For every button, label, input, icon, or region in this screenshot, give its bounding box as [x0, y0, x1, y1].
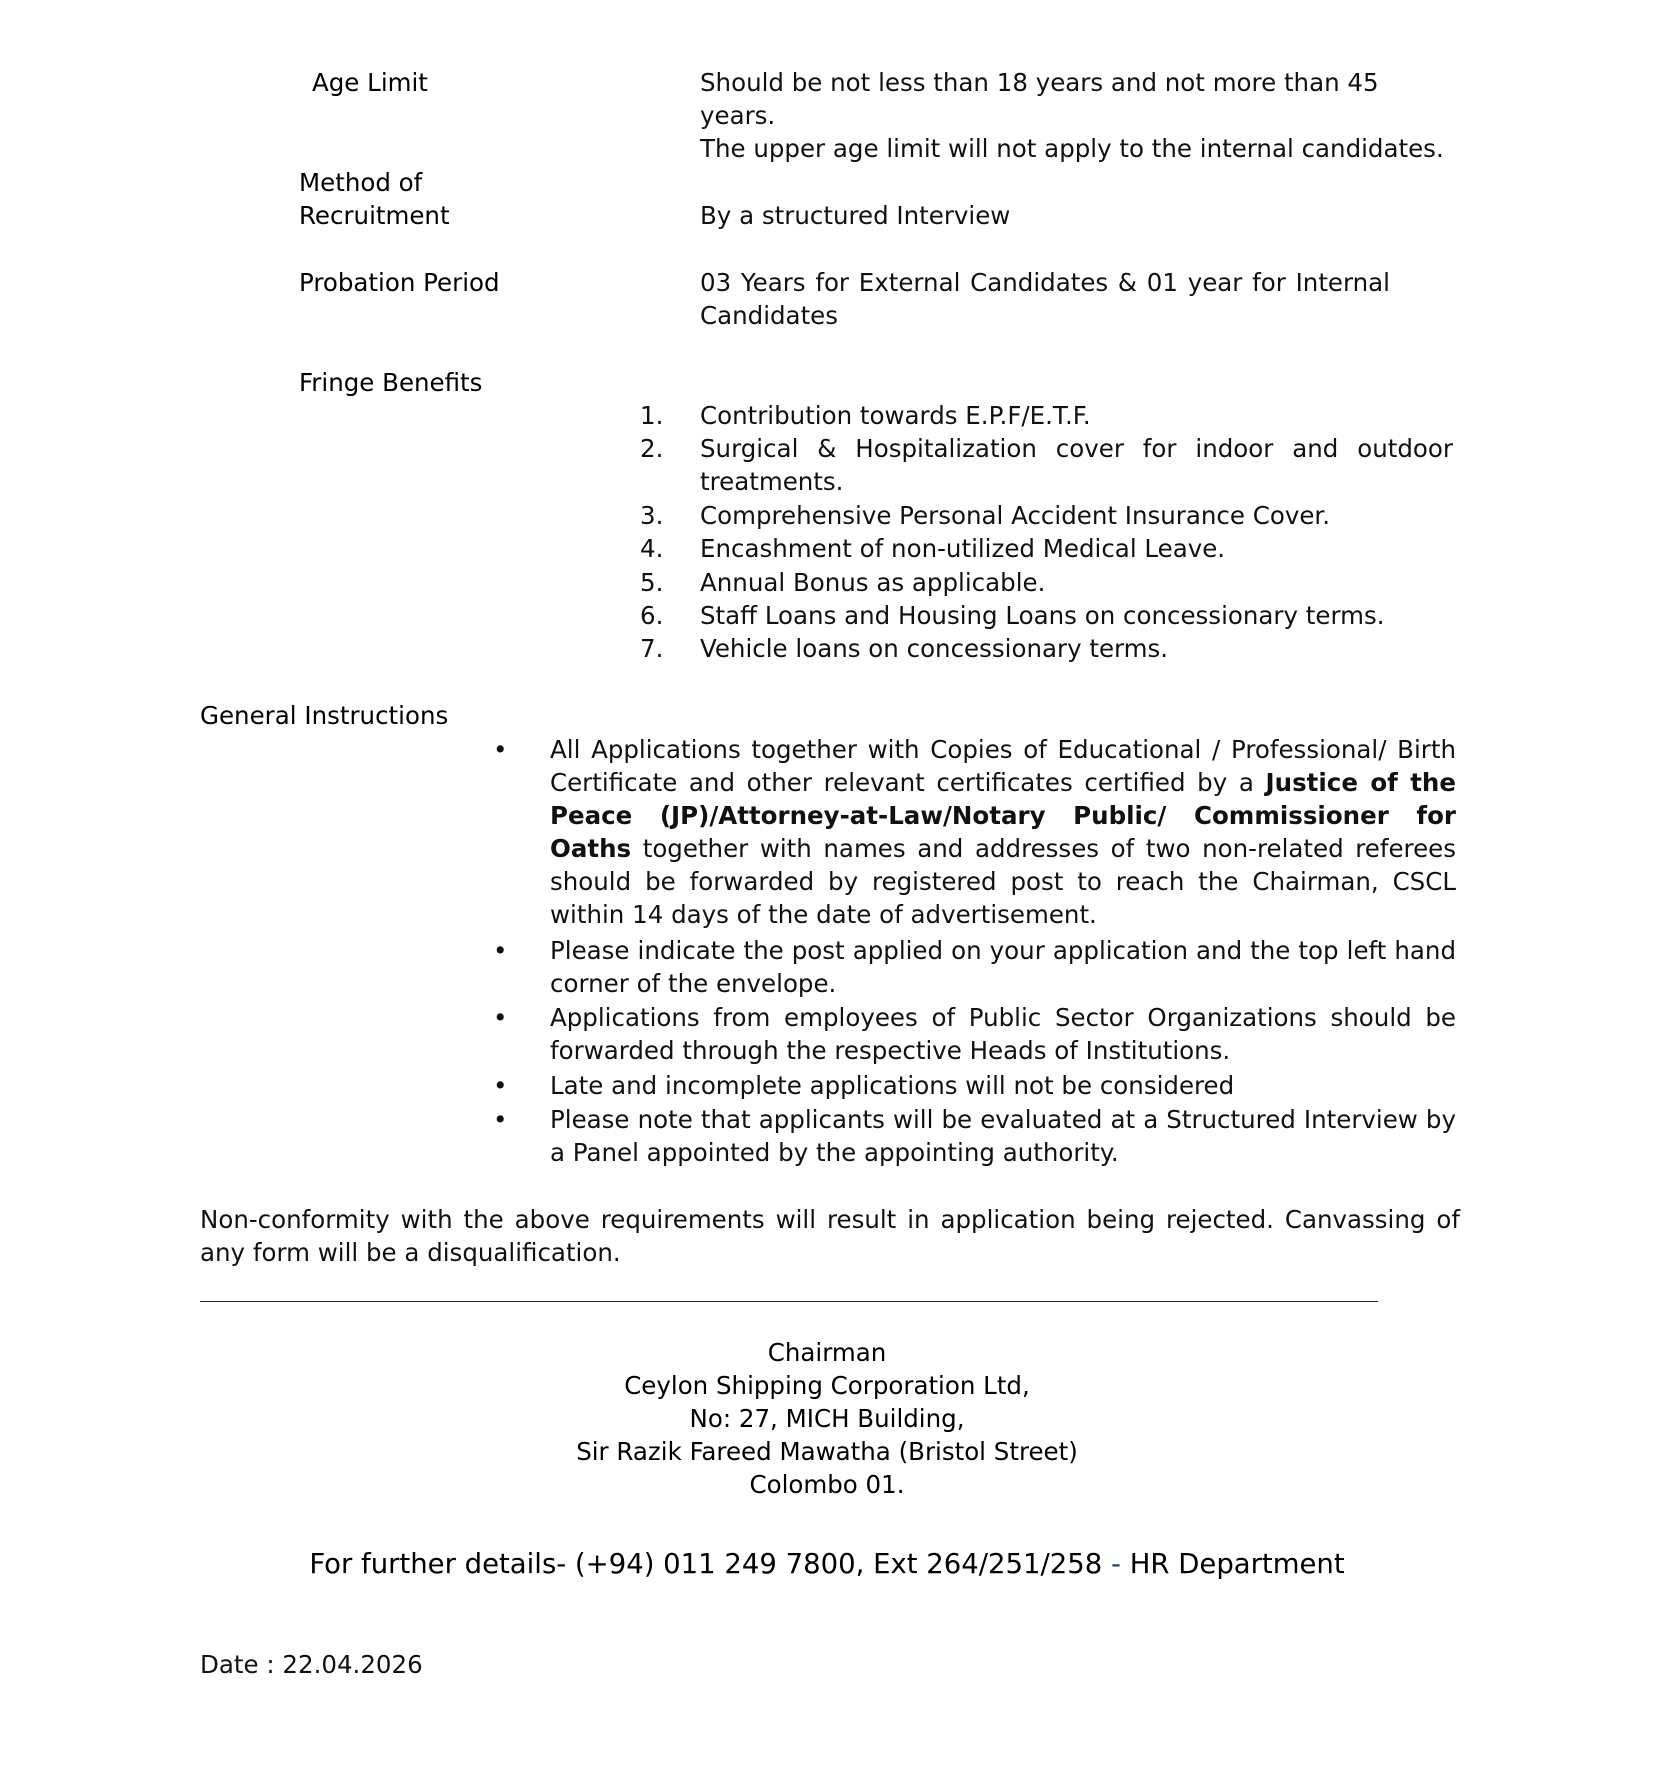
address-line-company: Ceylon Shipping Corporation Ltd, — [624, 1371, 1030, 1400]
instruction-item — [493, 1069, 1461, 1102]
fringe-item-text: Surgical & Hospitalization cover for indoor and outdoor treatments. — [700, 434, 1453, 496]
bullet-icon: • — [493, 1071, 508, 1100]
instruction-text: Please indicate the post applied on your application and the top left hand corner of the envelope. — [550, 936, 1456, 998]
instruction-text: Late and incomplete applications will not be considered — [550, 1071, 1235, 1100]
probation-label: Probation Period — [299, 268, 500, 297]
fringe-item-number: 2. — [640, 434, 664, 463]
fringe-item-text: Annual Bonus as applicable. — [700, 568, 1046, 597]
fringe-item-text: Encashment of non-utilized Medical Leave. — [700, 534, 1226, 563]
fringe-item-text: Staff Loans and Housing Loans on concessionary terms. — [700, 601, 1385, 630]
fringe-item-number: 4. — [640, 534, 664, 563]
instruction-item — [493, 1001, 1461, 1067]
fringe-benefits-label: Fringe Benefits — [299, 368, 483, 397]
divider-line — [200, 1301, 1378, 1302]
fringe-item — [640, 499, 1460, 532]
instruction-item — [493, 934, 1461, 1000]
instruction-item — [493, 733, 1461, 931]
address-line-city: Colombo 01. — [749, 1470, 905, 1499]
instruction-text-part: All Applications together with Copies of Educational / Professional/ Birth Certificate and other relevant certificates certified by a — [550, 735, 1456, 797]
age-limit-line-2: The upper age limit will not apply to the internal candidates. — [700, 134, 1444, 163]
address-line-building: No: 27, MICH Building, — [689, 1404, 965, 1433]
fringe-item-text: Comprehensive Personal Accident Insurance Cover. — [700, 501, 1331, 530]
fringe-item — [640, 599, 1460, 632]
contact-dash: - — [1111, 1548, 1121, 1580]
method-value: By a structured Interview — [700, 201, 1011, 230]
address-block — [0, 1336, 1654, 1501]
method-label-line-2: Recruitment — [299, 201, 450, 230]
bullet-icon: • — [493, 1003, 508, 1032]
fringe-item-number: 3. — [640, 501, 664, 530]
nonconformity-note: Non-conformity with the above requirements will result in application being rejected. Canvassing of any form will be a disqualification. — [200, 1205, 1460, 1267]
bullet-icon: • — [493, 1105, 508, 1134]
contact-department: HR Department — [1120, 1548, 1345, 1580]
bullet-icon: • — [493, 936, 508, 965]
fringe-item — [640, 532, 1460, 565]
contact-line — [0, 1546, 1654, 1582]
fringe-item — [640, 432, 1460, 498]
age-limit-line-1: Should be not less than 18 years and not more than 45 years. — [700, 68, 1379, 130]
fringe-item — [640, 632, 1460, 665]
instruction-bold-text: Justice of the Peace (JP)/Attorney-at-Law/Notary Public/ Commissioner for Oaths — [550, 768, 1456, 863]
fringe-item-text: Vehicle loans on concessionary terms. — [700, 634, 1169, 663]
method-label-line-1: Method of — [299, 168, 423, 197]
fringe-item-text: Contribution towards E.P.F/E.T.F. — [700, 401, 1091, 430]
document-date: Date : 22.04.2026 — [200, 1650, 423, 1679]
fringe-item-number: 7. — [640, 634, 664, 663]
instruction-item — [493, 1103, 1461, 1169]
fringe-item — [640, 566, 1460, 599]
bullet-icon: • — [493, 735, 508, 764]
probation-value: 03 Years for External Candidates & 01 year for Internal Candidates — [700, 268, 1390, 330]
fringe-item-number: 5. — [640, 568, 664, 597]
age-limit-value — [700, 66, 1460, 165]
instruction-text — [550, 733, 1456, 931]
age-limit-label: Age Limit — [312, 68, 428, 97]
contact-text: For further details- (+94) 011 249 7800, Ext 264/251/258 — [309, 1548, 1112, 1580]
fringe-item-number: 1. — [640, 401, 664, 430]
method-label — [299, 166, 450, 232]
instruction-text: Applications from employees of Public Sector Organizations should be forwarded through the respective Heads of Institutions. — [550, 1003, 1456, 1065]
fringe-item-number: 6. — [640, 601, 664, 630]
general-instructions-label: General Instructions — [200, 701, 449, 730]
address-line-chairman: Chairman — [767, 1338, 887, 1367]
instruction-text-part: together with names and addresses of two non-related referees should be forwarded by registered post to reach the Chairman, CSCL within 14 days of the date of advertisement. — [550, 834, 1456, 929]
address-line-street: Sir Razik Fareed Mawatha (Bristol Street) — [576, 1437, 1078, 1466]
fringe-item — [640, 399, 1460, 432]
instruction-text: Please note that applicants will be evaluated at a Structured Interview by a Panel appointed by the appointing authority. — [550, 1105, 1456, 1167]
